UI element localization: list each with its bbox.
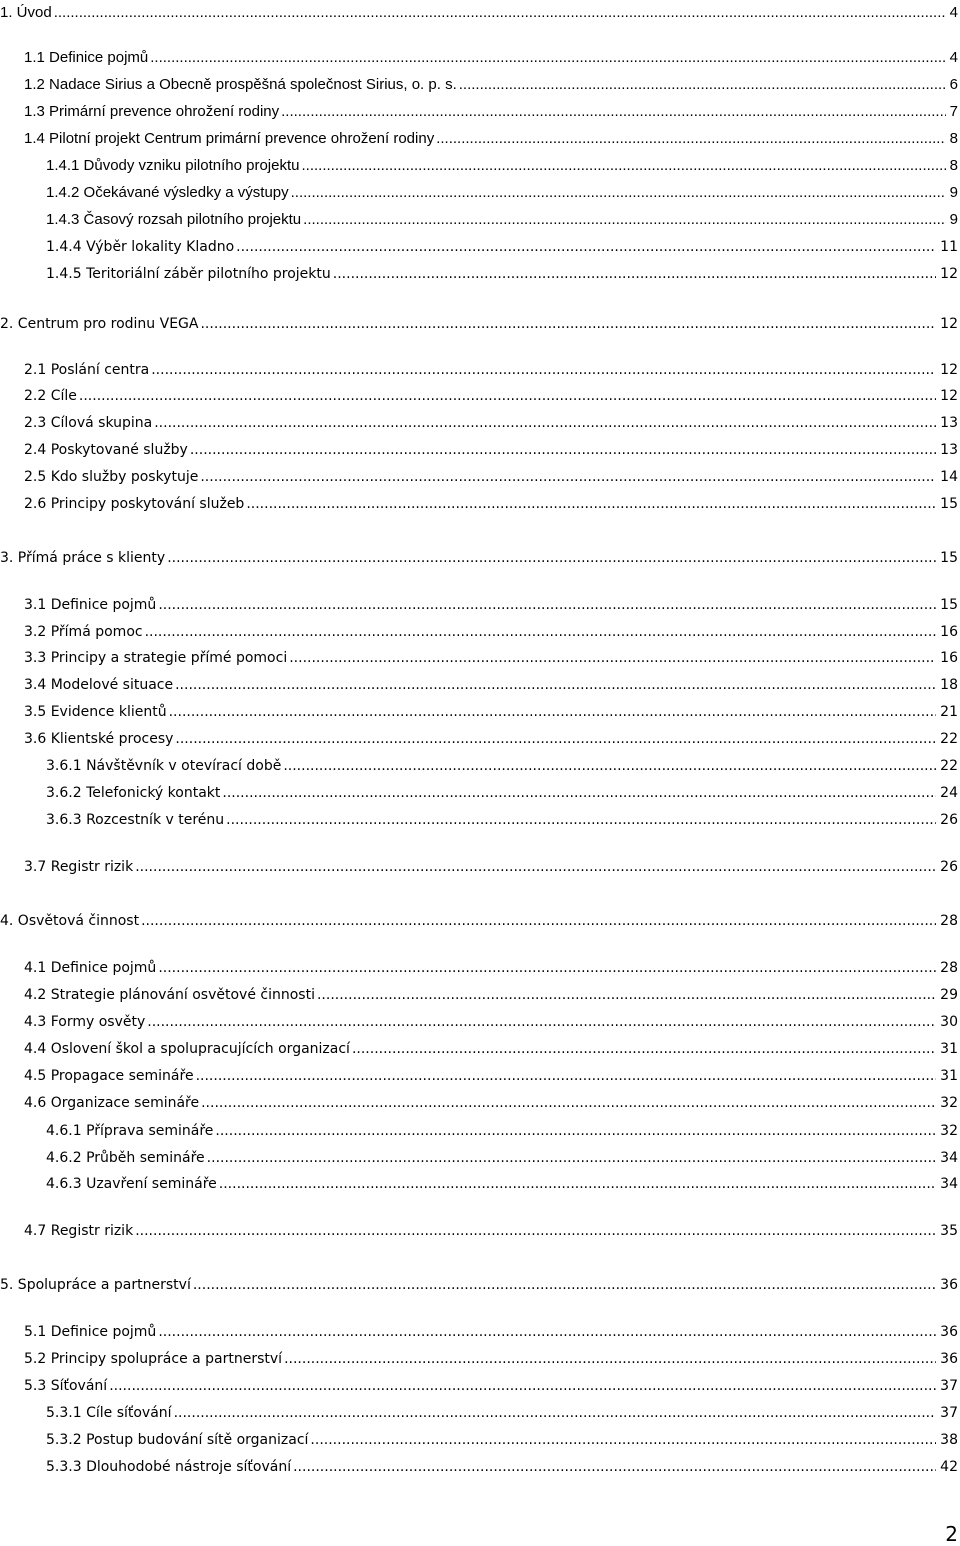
toc-entry-label: 4.6.2 Průběh semináře xyxy=(46,1150,205,1166)
toc-entry[interactable] xyxy=(24,856,958,878)
toc-entry[interactable] xyxy=(24,701,958,723)
toc-leader-dots xyxy=(301,155,945,177)
toc-leader-dots xyxy=(190,439,936,461)
toc-leader-dots xyxy=(54,2,946,24)
toc-entry-label: 1.4.3 Časový rozsah pilotního projektu xyxy=(46,211,302,228)
toc-entry-label: 3.1 Definice pojmů xyxy=(24,597,157,613)
toc-entry[interactable] xyxy=(24,1038,958,1060)
toc-entry[interactable] xyxy=(46,1147,958,1169)
toc-entry[interactable] xyxy=(0,1274,958,1296)
toc-entry[interactable] xyxy=(24,1321,958,1343)
toc-entry[interactable] xyxy=(24,466,958,488)
toc-entry-page: 32 xyxy=(940,1095,958,1111)
toc-leader-dots xyxy=(154,412,936,434)
toc-leader-dots xyxy=(281,101,946,123)
toc-leader-dots xyxy=(147,1011,936,1033)
toc-entry[interactable] xyxy=(46,236,958,258)
toc-entry-page: 7 xyxy=(949,103,958,120)
toc-entry-label: 1.2 Nadace Sirius a Obecně prospěšná společnost Sirius, o. p. s. xyxy=(24,76,457,93)
toc-entry-page: 28 xyxy=(940,960,958,976)
toc-leader-dots xyxy=(310,1429,936,1451)
toc-entry-label: 2.5 Kdo služby poskytuje xyxy=(24,469,199,485)
toc-entry[interactable] xyxy=(24,1065,958,1087)
toc-entry-page: 42 xyxy=(940,1459,958,1475)
toc-entry[interactable] xyxy=(24,728,958,750)
toc-entry[interactable] xyxy=(46,1173,958,1195)
toc-entry-page: 34 xyxy=(940,1150,958,1166)
toc-leader-dots xyxy=(283,755,936,777)
toc-entry-label: 5.3.2 Postup budování sítě organizací xyxy=(46,1432,309,1448)
toc-entry-label: 3.2 Přímá pomoc xyxy=(24,624,143,640)
toc-entry[interactable] xyxy=(46,263,958,285)
toc-entry-label: 2.3 Cílová skupina xyxy=(24,415,153,431)
toc-entry-label: 1.1 Definice pojmů xyxy=(24,49,149,66)
toc-entry-page: 36 xyxy=(940,1277,958,1293)
toc-leader-dots xyxy=(317,984,936,1006)
toc-entry-label: 2.4 Poskytované služby xyxy=(24,442,188,458)
toc-entry-label: 1. Úvod xyxy=(0,4,52,21)
toc-entry-page: 38 xyxy=(940,1432,958,1448)
toc-entry-label: 4.4 Oslovení škol a spolupracujících organizací xyxy=(24,1041,350,1057)
toc-leader-dots xyxy=(79,385,936,407)
toc-leader-dots xyxy=(293,1456,936,1478)
toc-entry[interactable] xyxy=(24,984,958,1006)
toc-entry[interactable] xyxy=(24,1348,958,1370)
toc-entry-label: 1.4 Pilotní projekt Centrum primární prevence ohrožení rodiny xyxy=(24,130,435,147)
toc-entry-page: 29 xyxy=(940,987,958,1003)
toc-entry[interactable] xyxy=(46,809,958,831)
toc-leader-dots xyxy=(158,1321,936,1343)
toc-entry[interactable] xyxy=(24,101,958,123)
toc-entry-label: 5.3.1 Cíle síťování xyxy=(46,1405,172,1421)
toc-entry[interactable] xyxy=(46,755,958,777)
toc-entry[interactable] xyxy=(24,594,958,616)
toc-entry-page: 26 xyxy=(940,859,958,875)
toc-entry-page: 12 xyxy=(940,316,958,332)
toc-entry[interactable] xyxy=(24,359,958,381)
toc-entry-page: 31 xyxy=(940,1068,958,1084)
toc-leader-dots xyxy=(150,47,945,69)
toc-entry-page: 36 xyxy=(940,1351,958,1367)
toc-entry[interactable] xyxy=(24,128,958,150)
toc-entry[interactable] xyxy=(46,782,958,804)
toc-leader-dots xyxy=(303,209,946,231)
toc-leader-dots xyxy=(436,128,945,150)
toc-entry-label: 4. Osvětová činnost xyxy=(0,913,140,929)
toc-entry-label: 1.3 Primární prevence ohrožení rodiny xyxy=(24,103,280,120)
toc-entry[interactable] xyxy=(46,209,958,231)
toc-entry-label: 3.6 Klientské procesy xyxy=(24,731,174,747)
toc-leader-dots xyxy=(236,236,936,258)
toc-entry[interactable] xyxy=(24,385,958,407)
toc-entry-page: 18 xyxy=(940,677,958,693)
toc-entry-label: 1.4.1 Důvody vzniku pilotního projektu xyxy=(46,157,300,174)
toc-entry-page: 8 xyxy=(949,157,958,174)
toc-leader-dots xyxy=(289,647,936,669)
toc-leader-dots xyxy=(141,910,936,932)
toc-entry[interactable] xyxy=(24,1220,958,1242)
toc-entry-page: 24 xyxy=(940,785,958,801)
toc-entry-label: 5.3.3 Dlouhodobé nástroje síťování xyxy=(46,1459,292,1475)
toc-entry-page: 22 xyxy=(940,758,958,774)
toc-leader-dots xyxy=(200,313,936,335)
toc-entry-page: 26 xyxy=(940,812,958,828)
toc-entry-label: 1.4.2 Očekávané výsledky a výstupy xyxy=(46,184,289,201)
toc-entry-page: 21 xyxy=(940,704,958,720)
toc-entry[interactable] xyxy=(46,1120,958,1142)
toc-entry[interactable] xyxy=(46,1456,958,1478)
toc-entry-page: 35 xyxy=(940,1223,958,1239)
toc-leader-dots xyxy=(135,856,936,878)
toc-entry-page: 6 xyxy=(949,76,958,93)
toc-leader-dots xyxy=(135,1220,936,1242)
toc-leader-dots xyxy=(215,1120,936,1142)
toc-entry-label: 2.1 Poslání centra xyxy=(24,362,150,378)
toc-entry[interactable] xyxy=(46,155,958,177)
toc-leader-dots xyxy=(169,701,937,723)
toc-entry-label: 3. Přímá práce s klienty xyxy=(0,550,166,566)
toc-entry[interactable] xyxy=(46,182,958,204)
toc-entry[interactable] xyxy=(24,74,958,96)
toc-entry[interactable] xyxy=(24,439,958,461)
toc-entry-page: 36 xyxy=(940,1324,958,1340)
toc-entry-page: 30 xyxy=(940,1014,958,1030)
toc-entry-page: 34 xyxy=(940,1176,958,1192)
toc-entry-page: 13 xyxy=(940,415,958,431)
toc-leader-dots xyxy=(459,74,946,96)
toc-entry-page: 16 xyxy=(940,624,958,640)
toc-entry-page: 8 xyxy=(949,130,958,147)
toc-entry-label: 1.4.4 Výběr lokality Kladno xyxy=(46,239,235,255)
toc-entry[interactable] xyxy=(24,1375,958,1397)
toc-leader-dots xyxy=(226,809,936,831)
toc-leader-dots xyxy=(196,1065,937,1087)
toc-entry[interactable] xyxy=(24,412,958,434)
toc-entry-label: 4.6 Organizace semináře xyxy=(24,1095,200,1111)
toc-entry-label: 1.4.5 Teritoriální záběr pilotního projektu xyxy=(46,266,331,282)
toc-leader-dots xyxy=(158,957,936,979)
toc-leader-dots xyxy=(219,1173,936,1195)
toc-entry[interactable] xyxy=(24,1092,958,1114)
toc-entry-label: 4.3 Formy osvěty xyxy=(24,1014,146,1030)
toc-entry-label: 5.3 Síťování xyxy=(24,1378,108,1394)
toc-entry-page: 14 xyxy=(940,469,958,485)
toc-entry-page: 4 xyxy=(949,4,958,21)
toc-entry[interactable] xyxy=(0,2,958,24)
toc-entry-label: 2. Centrum pro rodinu VEGA xyxy=(0,316,199,332)
toc-leader-dots xyxy=(200,466,936,488)
toc-leader-dots xyxy=(284,1348,936,1370)
toc-entry-label: 3.7 Registr rizik xyxy=(24,859,134,875)
toc-entry-label: 4.5 Propagace semináře xyxy=(24,1068,194,1084)
toc-entry-label: 3.4 Modelové situace xyxy=(24,677,174,693)
toc-entry-label: 3.6.3 Rozcestník v terénu xyxy=(46,812,225,828)
toc-leader-dots xyxy=(333,263,936,285)
toc-leader-dots xyxy=(167,547,936,569)
toc-leader-dots xyxy=(151,359,936,381)
toc-entry[interactable] xyxy=(24,957,958,979)
page-number: 2 xyxy=(945,1522,958,1546)
toc-leader-dots xyxy=(175,728,936,750)
toc-entry-page: 11 xyxy=(940,239,958,255)
toc-leader-dots xyxy=(222,782,936,804)
toc-leader-dots xyxy=(246,493,936,515)
toc-entry-page: 15 xyxy=(940,597,958,613)
toc-entry[interactable] xyxy=(24,674,958,696)
toc-entry-label: 5.2 Principy spolupráce a partnerství xyxy=(24,1351,283,1367)
toc-entry-page: 37 xyxy=(940,1378,958,1394)
toc-leader-dots xyxy=(193,1274,936,1296)
toc-entry-page: 15 xyxy=(940,550,958,566)
toc-leader-dots xyxy=(174,1402,937,1424)
toc-leader-dots xyxy=(145,621,937,643)
toc-entry-label: 4.1 Definice pojmů xyxy=(24,960,157,976)
toc-entry-page: 32 xyxy=(940,1123,958,1139)
toc-entry[interactable] xyxy=(0,313,958,335)
toc-entry-page: 9 xyxy=(949,184,958,201)
toc-leader-dots xyxy=(352,1038,936,1060)
toc-entry-page: 13 xyxy=(940,442,958,458)
toc-entry-page: 15 xyxy=(940,496,958,512)
toc-entry-page: 12 xyxy=(940,266,958,282)
toc-entry-label: 5.1 Definice pojmů xyxy=(24,1324,157,1340)
toc-entry[interactable] xyxy=(0,910,958,932)
toc-leader-dots xyxy=(291,182,946,204)
toc-entry-label: 4.6.1 Příprava semináře xyxy=(46,1123,214,1139)
toc-entry[interactable] xyxy=(46,1402,958,1424)
toc-leader-dots xyxy=(175,674,936,696)
toc-entry-label: 3.6.1 Návštěvník v otevírací době xyxy=(46,758,282,774)
toc-entry-label: 5. Spolupráce a partnerství xyxy=(0,1277,191,1293)
toc-entry[interactable] xyxy=(24,1011,958,1033)
toc-entry-page: 37 xyxy=(940,1405,958,1421)
toc-entry[interactable] xyxy=(24,493,958,515)
toc-entry[interactable] xyxy=(24,647,958,669)
toc-entry-page: 22 xyxy=(940,731,958,747)
toc-leader-dots xyxy=(109,1375,936,1397)
toc-entry-label: 4.7 Registr rizik xyxy=(24,1223,134,1239)
toc-entry-label: 3.5 Evidence klientů xyxy=(24,704,167,720)
toc-entry-page: 12 xyxy=(940,362,958,378)
toc-entry-page: 31 xyxy=(940,1041,958,1057)
toc-entry-page: 16 xyxy=(940,650,958,666)
toc-leader-dots xyxy=(201,1092,936,1114)
toc-entry-label: 4.2 Strategie plánování osvětové činnosti xyxy=(24,987,315,1003)
toc-entry[interactable] xyxy=(46,1429,958,1451)
toc-entry-page: 4 xyxy=(949,49,958,66)
toc-entry-page: 28 xyxy=(940,913,958,929)
toc-entry-label: 2.2 Cíle xyxy=(24,388,77,404)
toc-entry-label: 3.6.2 Telefonický kontakt xyxy=(46,785,221,801)
toc-entry[interactable] xyxy=(0,547,958,569)
toc-entry[interactable] xyxy=(24,621,958,643)
toc-entry-label: 4.6.3 Uzavření semináře xyxy=(46,1176,217,1192)
toc-leader-dots xyxy=(158,594,936,616)
toc-leader-dots xyxy=(207,1147,937,1169)
toc-entry[interactable] xyxy=(24,47,958,69)
toc-entry-label: 3.3 Principy a strategie přímé pomoci xyxy=(24,650,288,666)
toc-entry-label: 2.6 Principy poskytování služeb xyxy=(24,496,245,512)
toc-entry-page: 9 xyxy=(949,211,958,228)
toc-entry-page: 12 xyxy=(940,388,958,404)
